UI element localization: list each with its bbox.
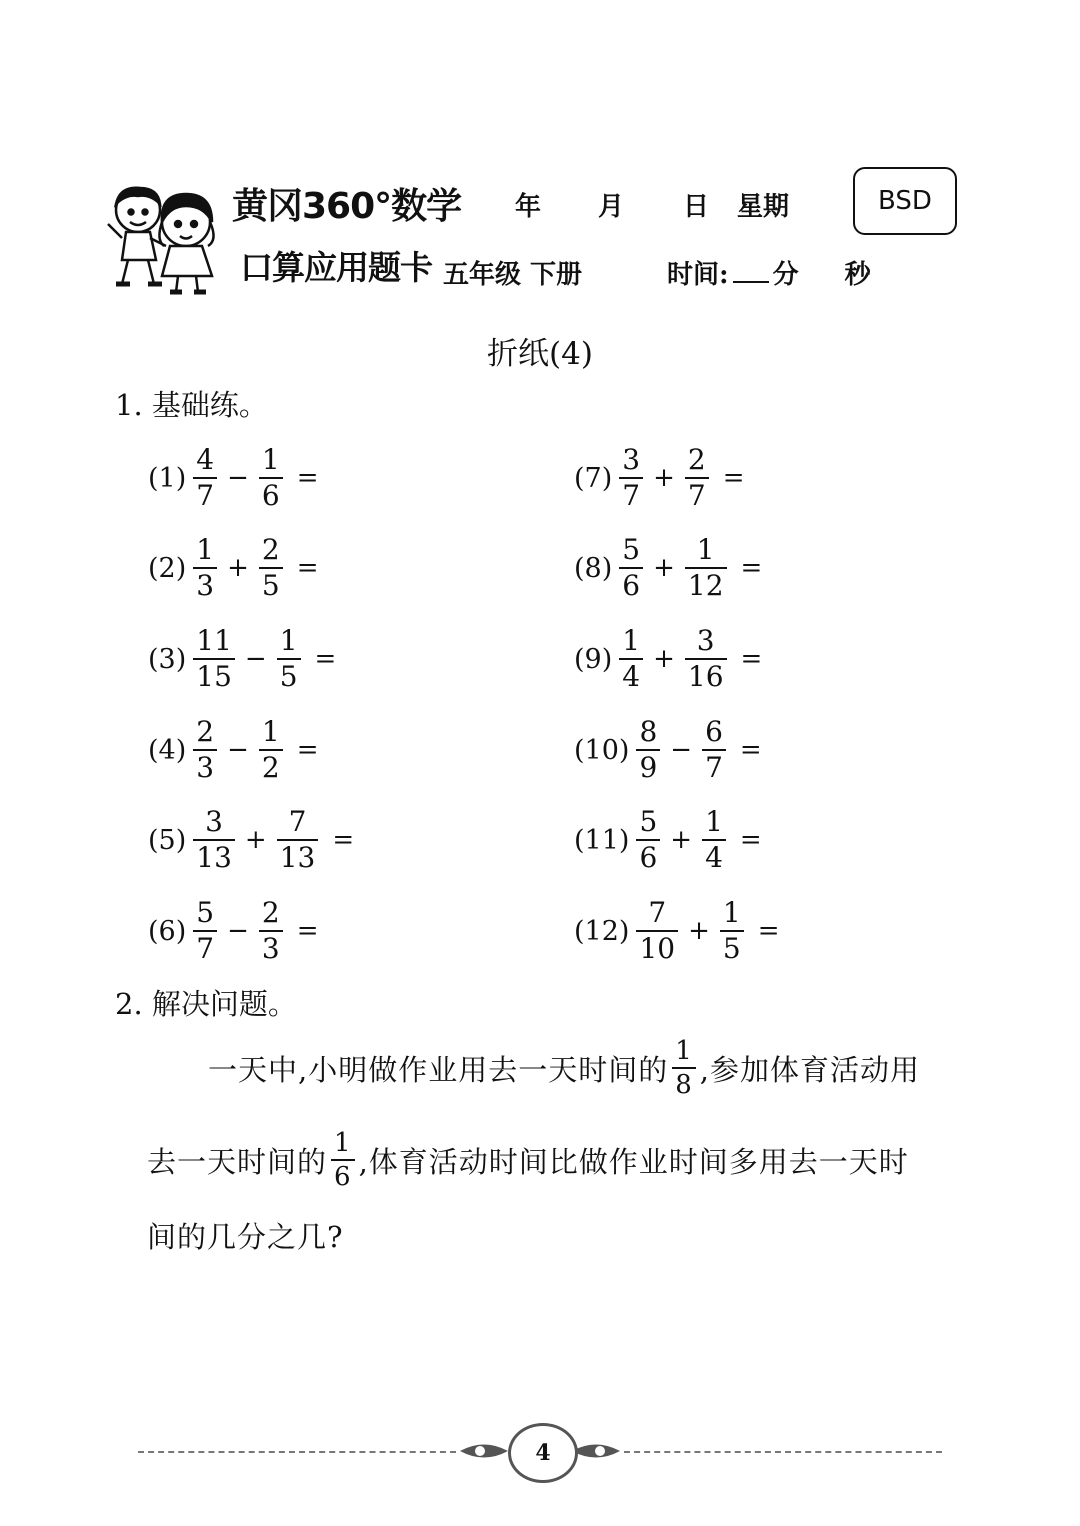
operator: − bbox=[244, 644, 267, 674]
problem-text: 一天中,小明做作业用去一天时间的 bbox=[208, 1052, 669, 1087]
equals-sign: = bbox=[740, 644, 763, 674]
fraction bbox=[259, 443, 283, 512]
fraction bbox=[685, 533, 727, 602]
fraction-denominator: 6 bbox=[334, 1162, 352, 1192]
equals-sign: = bbox=[296, 463, 319, 493]
fraction-denominator: 4 bbox=[705, 841, 723, 874]
fraction-numerator: 2 bbox=[261, 896, 280, 929]
fraction bbox=[702, 805, 726, 874]
problem-text: ,参加体育活动用 bbox=[699, 1052, 920, 1087]
fraction-numerator: 6 bbox=[705, 715, 723, 748]
fraction bbox=[685, 443, 709, 512]
fraction-numerator: 1 bbox=[196, 533, 215, 566]
time-minute-label: 分 bbox=[772, 260, 799, 290]
fraction-denominator: 7 bbox=[196, 932, 215, 965]
time-blank bbox=[733, 281, 769, 283]
operator: + bbox=[670, 825, 693, 855]
exercise-item bbox=[148, 715, 319, 784]
time-label: 时间: bbox=[667, 260, 729, 290]
equals-sign: = bbox=[739, 825, 762, 855]
fraction-numerator: 1 bbox=[279, 624, 298, 657]
fraction-numerator: 5 bbox=[622, 533, 641, 566]
fraction-numerator: 1 bbox=[261, 443, 280, 476]
operator: − bbox=[227, 735, 249, 765]
fraction bbox=[619, 624, 643, 693]
equals-sign: = bbox=[740, 553, 763, 583]
exercise-number: (8) bbox=[574, 552, 613, 584]
fraction-denominator: 5 bbox=[722, 932, 741, 965]
exercise-number: (12) bbox=[574, 915, 630, 947]
operator: − bbox=[227, 463, 249, 493]
footer-ornament-left bbox=[458, 1440, 510, 1462]
fraction bbox=[636, 805, 660, 874]
fraction-denominator: 5 bbox=[279, 660, 298, 693]
equals-sign: = bbox=[722, 463, 745, 493]
fraction bbox=[277, 805, 319, 874]
time-second-label: 秒 bbox=[844, 260, 871, 290]
equals-sign: = bbox=[739, 735, 762, 765]
fraction bbox=[259, 533, 283, 602]
edition-badge: BSD bbox=[853, 167, 957, 235]
fraction-numerator: 5 bbox=[639, 805, 658, 838]
fraction-denominator: 3 bbox=[196, 751, 215, 784]
exercise-item bbox=[574, 805, 762, 874]
grade-label: 五年级 下册 bbox=[443, 260, 583, 290]
exercise-item bbox=[574, 533, 763, 602]
exercise-number: (9) bbox=[574, 643, 613, 675]
fraction-denominator: 10 bbox=[639, 932, 676, 965]
fraction bbox=[193, 624, 235, 693]
fraction-numerator: 4 bbox=[196, 443, 215, 476]
fraction-numerator: 1 bbox=[705, 805, 723, 838]
fraction bbox=[193, 533, 217, 602]
exercise-number: (5) bbox=[148, 824, 187, 856]
operator: + bbox=[653, 463, 675, 493]
fraction-denominator: 12 bbox=[687, 569, 724, 602]
fraction-denominator: 16 bbox=[687, 660, 724, 693]
footer-divider-left bbox=[138, 1451, 456, 1453]
operator: − bbox=[227, 916, 249, 946]
date-day-label: 日 bbox=[683, 192, 710, 222]
fraction-denominator: 6 bbox=[261, 479, 280, 512]
fraction bbox=[259, 715, 283, 784]
problem-line-1 bbox=[208, 1038, 920, 1098]
time-field bbox=[667, 254, 871, 291]
date-year-label: 年 bbox=[515, 192, 542, 222]
date-month-label: 月 bbox=[598, 192, 625, 222]
fraction-numerator: 1 bbox=[675, 1036, 693, 1066]
page-number: 4 bbox=[508, 1423, 578, 1483]
exercise-item bbox=[148, 896, 319, 965]
equals-sign: = bbox=[296, 916, 319, 946]
equals-sign: = bbox=[296, 735, 319, 765]
fraction-numerator: 8 bbox=[639, 715, 658, 748]
fraction bbox=[259, 896, 283, 965]
fraction-numerator: 2 bbox=[687, 443, 706, 476]
exercise-item bbox=[148, 533, 319, 602]
brand-title: 黄冈360°数学 bbox=[232, 186, 462, 227]
page-title: 折纸(4) bbox=[487, 336, 593, 372]
exercise-number: (11) bbox=[574, 824, 630, 856]
fraction bbox=[193, 805, 235, 874]
exercise-number: (10) bbox=[574, 734, 630, 766]
fraction bbox=[277, 624, 301, 693]
operator: + bbox=[227, 553, 249, 583]
fraction-denominator: 6 bbox=[639, 841, 658, 874]
problem-fraction bbox=[672, 1038, 696, 1098]
exercise-item bbox=[148, 805, 355, 874]
section2-heading: 2. 解决问题。 bbox=[115, 987, 297, 1021]
problem-line-3 bbox=[147, 1215, 344, 1256]
fraction-numerator: 3 bbox=[205, 805, 223, 838]
footer-divider-right bbox=[624, 1451, 942, 1453]
date-weekday-label: 星期 bbox=[737, 192, 790, 222]
fraction-denominator: 2 bbox=[261, 751, 280, 784]
fraction bbox=[685, 624, 727, 693]
fraction-denominator: 7 bbox=[687, 479, 706, 512]
equals-sign: = bbox=[757, 916, 780, 946]
fraction-numerator: 1 bbox=[334, 1128, 352, 1158]
fraction-denominator: 5 bbox=[261, 569, 280, 602]
problem-line-2 bbox=[147, 1130, 909, 1190]
fraction-numerator: 5 bbox=[196, 896, 215, 929]
exercise-item bbox=[148, 624, 337, 693]
fraction-denominator: 7 bbox=[622, 479, 641, 512]
fraction-numerator: 2 bbox=[261, 533, 280, 566]
fraction-numerator: 7 bbox=[288, 805, 307, 838]
fraction-numerator: 3 bbox=[622, 443, 641, 476]
fraction bbox=[193, 715, 217, 784]
operator: + bbox=[653, 553, 675, 583]
operator: + bbox=[653, 644, 675, 674]
operator: + bbox=[688, 916, 710, 946]
fraction-numerator: 11 bbox=[196, 624, 232, 657]
fraction bbox=[636, 896, 678, 965]
problem-text: 间的几分之几? bbox=[147, 1220, 344, 1254]
exercise-number: (6) bbox=[148, 915, 187, 947]
exercise-number: (2) bbox=[148, 552, 187, 584]
problem-text: ,体育活动时间比做作业时间多用去一天时 bbox=[358, 1144, 909, 1179]
fraction bbox=[619, 443, 643, 512]
exercise-item bbox=[574, 715, 762, 784]
fraction-numerator: 2 bbox=[196, 715, 215, 748]
exercise-item bbox=[574, 896, 780, 965]
problem-text: 去一天时间的 bbox=[147, 1144, 328, 1179]
exercise-number: (4) bbox=[148, 734, 187, 766]
equals-sign: = bbox=[332, 825, 355, 855]
fraction bbox=[702, 715, 726, 784]
fraction-denominator: 7 bbox=[196, 479, 215, 512]
fraction-denominator: 7 bbox=[705, 751, 723, 784]
fraction-numerator: 1 bbox=[261, 715, 280, 748]
fraction bbox=[619, 533, 643, 602]
fraction bbox=[720, 896, 744, 965]
fraction-denominator: 13 bbox=[279, 841, 316, 874]
fraction bbox=[193, 443, 217, 512]
exercise-number: (1) bbox=[148, 462, 187, 494]
fraction-denominator: 13 bbox=[196, 841, 232, 874]
operator: + bbox=[244, 825, 267, 855]
equals-sign: = bbox=[314, 644, 337, 674]
exercise-item bbox=[574, 443, 745, 512]
fraction-denominator: 4 bbox=[622, 660, 641, 693]
fraction-denominator: 15 bbox=[196, 660, 232, 693]
brand-subtitle: 口算应用题卡 bbox=[240, 248, 432, 287]
fraction-numerator: 1 bbox=[722, 896, 741, 929]
section1-heading: 1. 基础练。 bbox=[115, 388, 268, 422]
fraction-numerator: 7 bbox=[648, 896, 667, 929]
exercise-item bbox=[574, 624, 763, 693]
fraction-numerator: 3 bbox=[696, 624, 715, 657]
problem-fraction bbox=[331, 1130, 355, 1190]
fraction-denominator: 3 bbox=[196, 569, 215, 602]
cartoon-kids-logo bbox=[100, 180, 230, 300]
fraction bbox=[636, 715, 660, 784]
fraction bbox=[193, 896, 217, 965]
exercise-number: (3) bbox=[148, 643, 187, 675]
exercise-item bbox=[148, 443, 319, 512]
fraction-denominator: 6 bbox=[622, 569, 641, 602]
fraction-denominator: 3 bbox=[261, 932, 280, 965]
fraction-numerator: 1 bbox=[696, 533, 715, 566]
operator: − bbox=[670, 735, 693, 765]
exercise-number: (7) bbox=[574, 462, 613, 494]
fraction-denominator: 9 bbox=[639, 751, 658, 784]
fraction-denominator: 8 bbox=[675, 1070, 693, 1100]
equals-sign: = bbox=[296, 553, 319, 583]
fraction-numerator: 1 bbox=[622, 624, 641, 657]
